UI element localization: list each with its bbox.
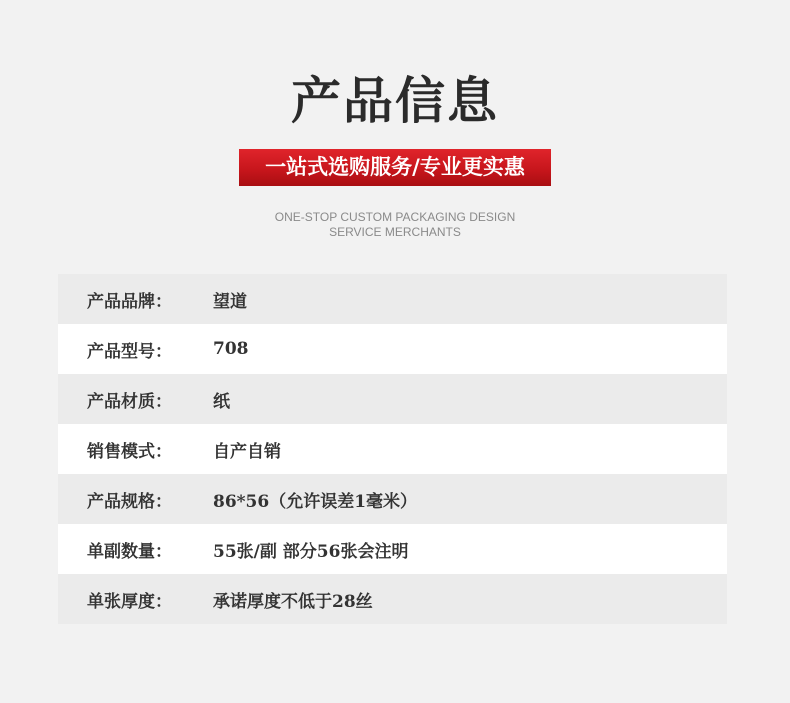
english-subtitle [0, 210, 790, 240]
spec-label: 产品品牌： [87, 291, 172, 312]
spec-value: 承诺厚度不低于28丝 [213, 591, 373, 612]
spec-table [58, 274, 727, 624]
slogan-banner: 一站式选购服务/专业更实惠 [239, 149, 551, 186]
spec-value: 望道 [213, 291, 247, 312]
spec-label: 单副数量： [87, 541, 172, 562]
spec-label: 产品材质： [87, 391, 172, 412]
spec-value: 自产自销 [213, 441, 281, 462]
spec-row-model [58, 324, 727, 374]
english-subtitle-line-2: SERVICE MERCHANTS [329, 225, 461, 239]
spec-value: 纸 [213, 391, 230, 412]
spec-value: 86*56（允许误差1毫米） [213, 491, 418, 512]
spec-label: 产品规格： [87, 491, 172, 512]
spec-row-quantity [58, 524, 727, 574]
english-subtitle-line-1: ONE-STOP CUSTOM PACKAGING DESIGN [274, 210, 516, 224]
spec-label: 单张厚度： [87, 591, 172, 612]
spec-label: 产品型号： [87, 341, 172, 362]
spec-row-sales-mode [58, 424, 727, 474]
spec-row-brand [58, 274, 727, 324]
spec-label: 销售模式： [87, 441, 172, 462]
spec-row-material [58, 374, 727, 424]
spec-value: 55张/副 部分56张会注明 [213, 541, 409, 562]
spec-row-size [58, 474, 727, 524]
spec-row-thickness [58, 574, 727, 624]
page-title: 产品信息 [291, 72, 499, 130]
spec-value: 708 [213, 339, 249, 359]
